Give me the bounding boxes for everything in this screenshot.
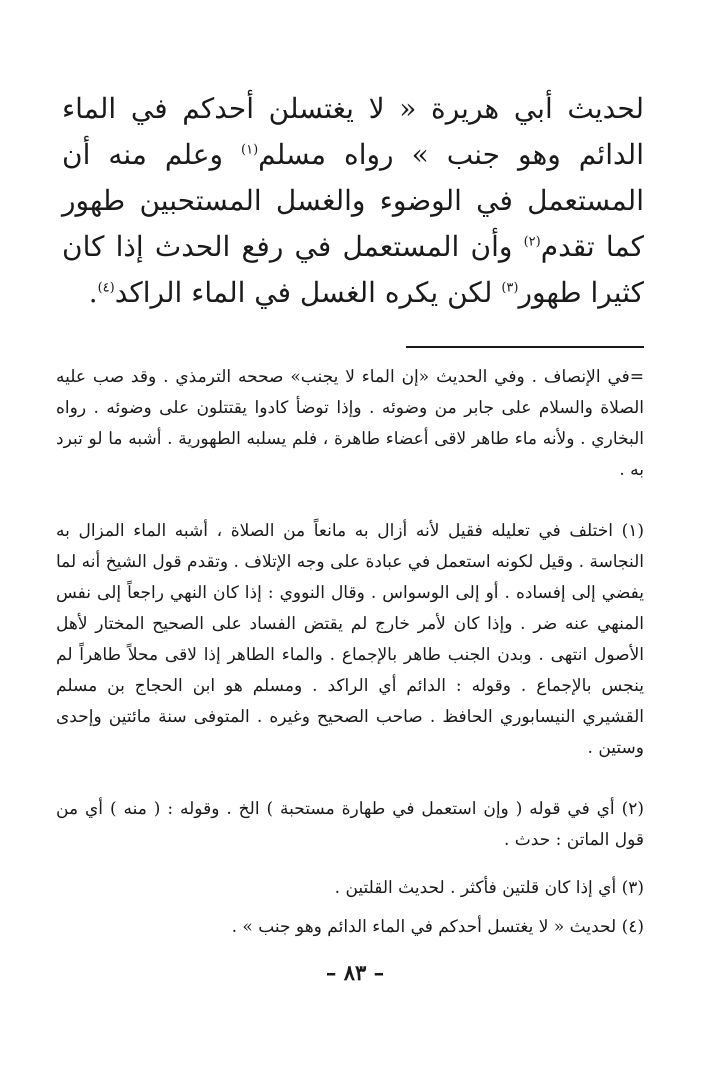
main-text-segment: لكن يكره الغسل في الماء الراكد [114,276,502,309]
footnote-reference-2: (٢) [523,234,541,250]
footnote-text: (١) اختلف في تعليله فقيل لأنه أزال به مانعاً من الصلاة ، أشبه الماء المزال به النجاسة . وقيل لكونه استعمل في عبادة على وجه الإتلاف . وتقدم قول الشيخ أنه لما يفضي إلى إفساده . أو إلى الوسواس . وقال النووي : إذا كان النهي راجعاً إلى نفس المنهي عنه ضر . وإذا كان لأمر خارج لم يقتض الفساد على الصحيح المختار لأهل الأصول انتهى . وبدن الجنب طاهر بالإجماع . والماء الطاهر إذا لاقى محلاً طاهراً لم ينجس بالإجماع . وقوله : الدائم أي الراكد . ومسلم هو ابن الحجاج بن مسلم القشيري النيسابوري الحافظ . صاحب الصحيح وغيره . المتوفى سنة مائتين وإحدى وستين . [56,521,644,758]
footnote-text: (٢) أي في قوله ( وإن استعمل في طهارة مستحبة ) الخ . وقوله : ( منه ) أي من قول الماتن : حدث . [56,799,644,850]
footnote-reference-4: (٤) [97,280,115,296]
main-text-segment: لحديث أبي هريرة « لا يغتسلن أحدكم في الماء الدائم وهو جنب » رواه مسلم [62,92,644,171]
main-text-end: . [88,276,98,309]
footnote-continuation [56,362,644,486]
footnote-reference-3: (٣) [501,280,519,296]
footnote-4 [56,912,644,943]
footnote-2 [56,794,644,856]
footnote-1 [56,516,644,764]
footnote-text: (٣) أي إذا كان قلتين فأكثر . لحديث القلتين . [334,878,644,898]
footnote-divider [406,346,644,348]
footnote-text: =في الإنصاف . وفي الحديث «إن الماء لا يجنب» صححه الترمذي . وقد صب عليه الصلاة والسلام على جابر من وضوئه . وإذا توضأ كادوا يقتتلون على وضوئه . رواه البخاري . ولأنه ماء طاهر لاقى أعضاء طاهرة ، فلم يسلبه الطهورية . أشبه ما لو تبرد به . [56,367,644,480]
main-text-segment: وأن المستعمل في رفع الحدث إذا كان كثيرا طهور [62,230,644,309]
main-paragraph [62,86,644,316]
page-number: – ٨٣ – [325,960,385,985]
main-body-text [62,86,644,316]
footnote-text: (٤) لحديث « لا يغتسل أحدكم في الماء الدائم وهو جنب » . [231,917,644,937]
footnote-3 [56,873,644,904]
footnote-reference-1: (١) [241,142,259,158]
main-text-segment: وعلم منه أن المستعمل في الوضوء والغسل المستحبين طهور كما تقدم [62,138,644,263]
